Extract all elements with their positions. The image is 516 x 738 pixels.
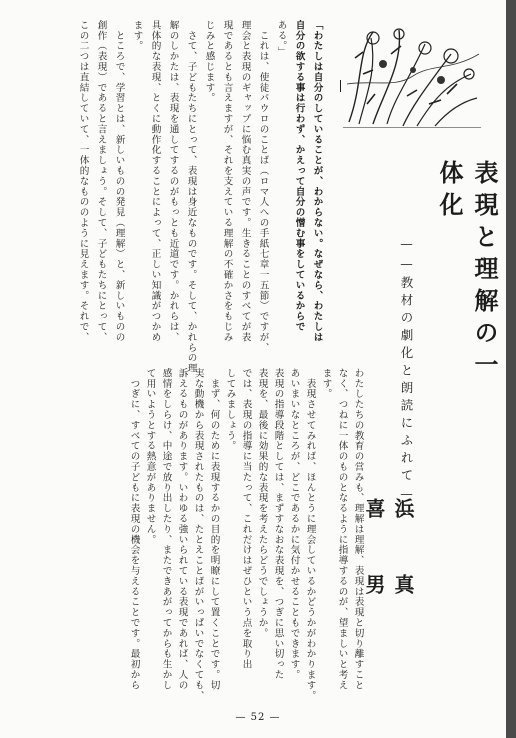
body-column: では、表現の指導に当たって、これだけはぜひという点を取り出 (240, 368, 252, 670)
body-column: 現であるとも言えますが、それを支えている理解の不確かさをもじみ (221, 20, 233, 343)
body-column: 表現を、最後に効果的な表現を考えたらどうでしょうか。 (256, 368, 268, 639)
body-column: わたしたちの教育の営みも、理解は理解、表現は表現と切り離すこと (352, 368, 364, 691)
body-column: 感情をしらけ、中途で放り出したり、またできあがってからも生かし (160, 368, 172, 691)
body-column: まず、何のために表現するかの目的を明瞭にして置くことです。切 (208, 368, 220, 691)
article-title: 表現と理解の一体化 (435, 160, 498, 384)
plants-and-flowers-drawing-icon (343, 24, 481, 128)
body-column: ます。 (131, 20, 143, 52)
page-number: — 52 — (235, 712, 281, 723)
body-column: つぎに、すべての子どもに表現の機会を与えることです。最初から (128, 368, 140, 691)
body-column: 解のしかたは、表現を通してするのがもっとも近道です。かれらは、 (167, 20, 179, 343)
body-column: あいまいなところが、どこであるかに気付かせることもできます。 (288, 368, 300, 680)
body-column: なく、つねに一体のものとなるように指導するのが、望ましいと考え (336, 368, 348, 691)
body-column: さて、子どもたちにとって、表現は身近なものです。そして、かれらの理 (185, 20, 197, 374)
body-column: 創作（表現）であると言えましょう。そして、子どもたちにとって、 (95, 20, 107, 343)
page-edge-shadow (506, 0, 516, 738)
body-column: 具体的な表現、とくに動作化することによって、正しい知識がつかめ (149, 20, 161, 343)
quote-column: 「わたしは自分のしていることが、わからない。なぜなら、わたしは (311, 20, 323, 343)
body-column: じみと感じます。 (203, 20, 215, 104)
body-column: 実な動機から表現されたものは、たとえことばがいっぱいでなくても、 (192, 368, 204, 701)
body-column: これは、使徒パウロのことば（ロマ人への手紙七章一五節）ですが、 (257, 20, 269, 353)
body-column: してみましょう。 (224, 368, 236, 452)
article-subtitle: ——教材の劇化と朗読にふれて—— (399, 236, 414, 526)
quote-column: 自分の欲する事は行わず、かえって自分の憎む事をしているからで (293, 20, 305, 332)
body-column: ます。 (320, 368, 332, 400)
body-column: 理会と表現のギャップに悩む真実の声です。生きることのすべてが表 (239, 20, 251, 343)
body-column: ところで、学習とは、新しいものの発見（理解）と、新しいものの (113, 20, 125, 343)
author-name: 浜 真 喜 男 (362, 498, 415, 650)
body-column: て用いようとする熱意がありません。 (144, 368, 156, 545)
body-column: この二つは直結していて、一体的なもののように見えます。それで、 (77, 20, 89, 343)
body-column: 表現させてみれば、ほんとうに理会しているかどうかがわかります。 (304, 368, 316, 701)
body-column: 表現の指導段階としては、まずすなおな表現を、つぎに思い切った (272, 368, 284, 680)
body-column: 訴えるものがあります。いわゆる強いられている表現であれば、人の (176, 368, 188, 691)
body-column: ある。」 (275, 20, 287, 57)
chapter-marker (340, 80, 341, 92)
